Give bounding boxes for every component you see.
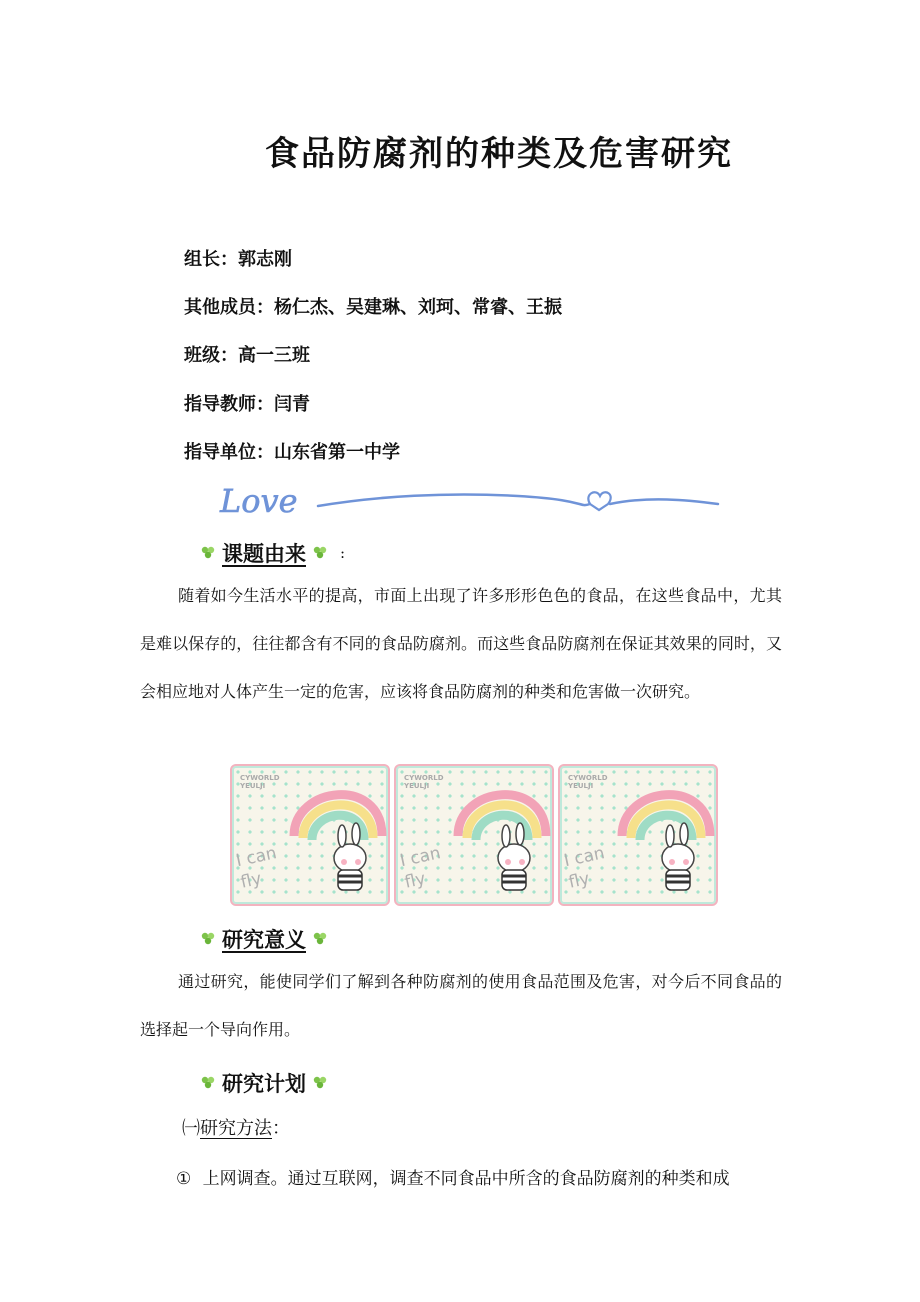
subheading-methods bbox=[182, 1114, 290, 1140]
banner-slogan: I can fly bbox=[234, 843, 279, 893]
heart-icon bbox=[588, 492, 610, 510]
love-divider bbox=[218, 478, 722, 522]
clover-icon bbox=[200, 931, 216, 947]
meta-value: 闫青 bbox=[274, 394, 310, 415]
paragraph-origin: 随着如今生活水平的提高，市面上出现了许多形形色色的食品，在这些食品中，尤其是难以保存的，往往都含有不同的食品防腐剂。而这些食品防腐剂在保证其效果的同时，又会相应地对人体产生一定的危害，应该将食品防腐剂的种类和危害做一次研究。 bbox=[140, 586, 782, 701]
meta-class bbox=[184, 341, 310, 367]
meta-value: 高一三班 bbox=[238, 345, 310, 366]
banner-tile bbox=[394, 764, 554, 906]
section-heading: 研究计划 bbox=[222, 1071, 306, 1096]
list-number: ㈠ bbox=[182, 1118, 200, 1139]
meta-leader bbox=[184, 245, 292, 271]
meta-label: 组长： bbox=[184, 249, 238, 270]
clover-icon bbox=[200, 545, 216, 561]
paragraph-significance: 通过研究，能使同学们了解到各种防腐剂的使用食品范围及危害，对今后不同食品的选择起一个导向作用。 bbox=[140, 972, 782, 1039]
section-significance bbox=[200, 924, 328, 954]
list-marker: ① bbox=[176, 1169, 192, 1189]
meta-label: 班级： bbox=[184, 345, 238, 366]
clover-icon bbox=[312, 1075, 328, 1091]
banner-tile bbox=[558, 764, 718, 906]
list-item-text: 上网调查。通过互联网，调查不同食品中所含的食品防腐剂的种类和成 bbox=[202, 1169, 730, 1189]
meta-label: 指导教师： bbox=[184, 394, 274, 415]
clover-icon bbox=[200, 1075, 216, 1091]
meta-label: 指导单位： bbox=[184, 442, 274, 463]
subheading-colon: ： bbox=[272, 1118, 290, 1139]
subheading-label: 研究方法 bbox=[200, 1118, 272, 1139]
banner-brand: CYWORLD YEULJI bbox=[404, 774, 444, 790]
list-item bbox=[176, 1164, 730, 1189]
meta-members bbox=[184, 293, 562, 319]
meta-label: 其他成员： bbox=[184, 297, 274, 318]
banner-brand: CYWORLD YEULJI bbox=[568, 774, 608, 790]
banner-brand: CYWORLD YEULJI bbox=[240, 774, 280, 790]
love-text: Love bbox=[220, 482, 298, 520]
meta-value: 杨仁杰、吴建琳、刘珂、常睿、王振 bbox=[274, 297, 562, 318]
section-heading: 课题由来 bbox=[222, 541, 306, 566]
banner-slogan: I can fly bbox=[398, 843, 443, 893]
section-origin bbox=[200, 538, 345, 568]
banner-image bbox=[230, 764, 718, 906]
meta-value: 山东省第一中学 bbox=[274, 442, 400, 463]
banner-tile bbox=[230, 764, 390, 906]
heading-colon: : bbox=[340, 544, 346, 562]
meta-teacher bbox=[184, 390, 310, 416]
meta-unit bbox=[184, 438, 400, 464]
page-title: 食品防腐剂的种类及危害研究 bbox=[265, 134, 733, 174]
banner-slogan: I can fly bbox=[562, 843, 607, 893]
clover-icon bbox=[312, 545, 328, 561]
section-plan bbox=[200, 1068, 328, 1098]
section-heading: 研究意义 bbox=[222, 927, 306, 952]
meta-value: 郭志刚 bbox=[238, 249, 292, 270]
clover-icon bbox=[312, 931, 328, 947]
